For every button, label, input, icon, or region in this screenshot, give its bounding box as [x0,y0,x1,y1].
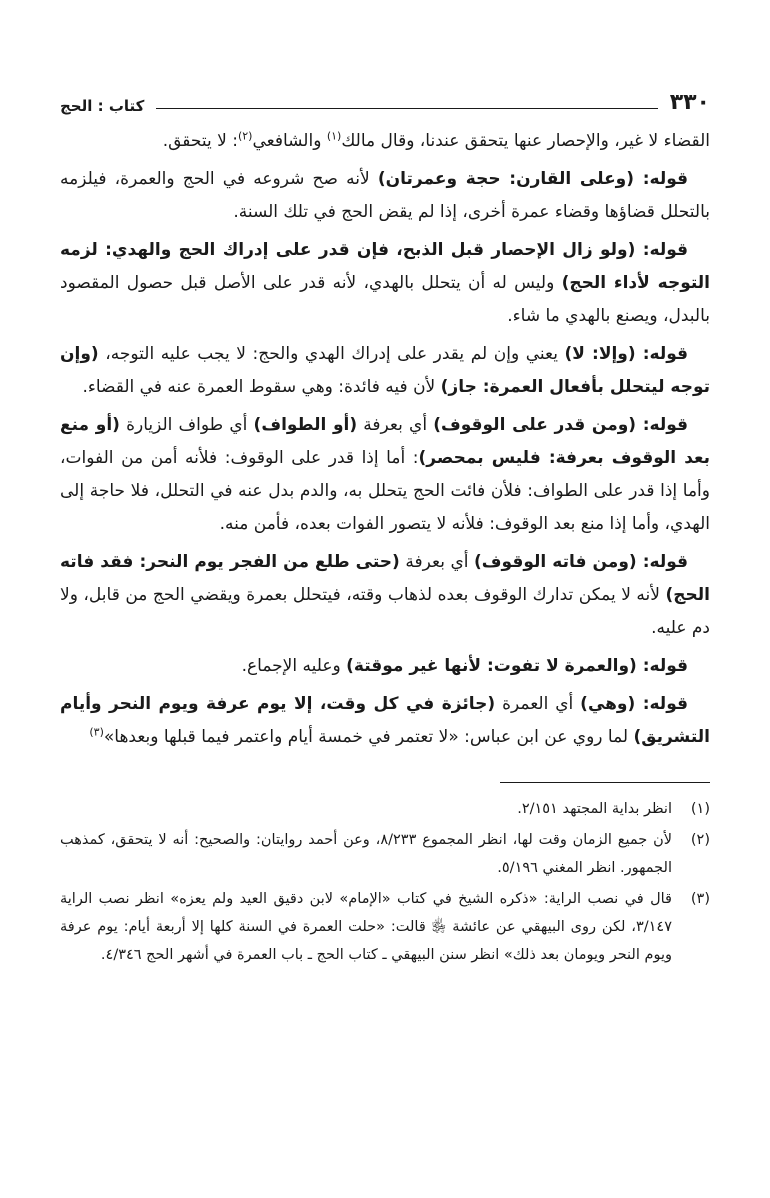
footnote-text: لأن جميع الزمان وقت لها، انظر المجموع ٨/٢٣٣، وعن أحمد روايتان: والصحيح: أنه لا يتحقق، كمذهب الجمهور. انظر المغني ٥/١٩٦. [60,832,672,876]
footnote [60,795,710,823]
book-page [60,85,710,972]
qawluhu-keyword: قوله: [642,240,688,260]
qawluhu-keyword: قوله: [642,344,688,364]
paragraph [60,163,710,229]
footnote-text: انظر بداية المجتهد ٢/١٥١. [517,801,672,817]
running-header [60,85,710,115]
matn-quote: (وإلا: لا) [564,344,643,364]
qawluhu-keyword: قوله: [642,656,688,676]
commentary-text: أي بعرفة [399,552,475,572]
footnote-text: قال في نصب الراية: «ذكره الشيخ في كتاب «الإمام» لابن دقيق العيد ولم يعزه» انظر نصب الراية ٣/١٤٧، لكن روى البيهقي عن عائشة ﵂ قالت: «حلت العمرة في السنة كلها إلا أربعة أيام: يوم عرفة ويوم النحر ويومان بعد ذلك» انظر سنن البيهقي ـ كتاب الحج ـ باب العمرة في أشهر الحج ٤/٣٤٦. [60,891,672,963]
footnote-ref: (١) [326,129,342,143]
matn-quote: (ومن قدر على الوقوف) [433,415,643,435]
paragraph [60,546,710,645]
footnote-ref: (٢) [237,129,253,143]
matn-quote: (ولو زال الإحصار قبل الذبح، فإن قدر على إدراك الحج والهدي: لزمه التوجه لأداء الحج) [60,240,710,293]
commentary-text: أي العمرة [495,694,581,714]
commentary-text: لأن فيه فائدة: وهي سقوط العمرة عنه في القضاء. [82,377,441,397]
paragraph [60,650,710,683]
footnote-ref: (٣) [89,725,104,739]
book-title: كتاب : الحج [60,97,145,115]
commentary-text: لأنه لا يمكن تدارك الوقوف بعده لذهاب وقته، فيتحلل بعمرة ويقضي الحج من قابل، ولا دم عليه. [60,585,710,638]
paragraph [60,409,710,541]
footnote [60,885,710,969]
matn-quote: (أو منع بعد الوقوف بعرفة: فليس بمحصر) [60,415,710,468]
commentary-text: وليس له أن يتحلل بالهدي، لأنه قدر على الأصل قبل حصول المقصود بالبدل، ويصنع بالهدي ما شاء. [60,273,710,326]
qawluhu-keyword: قوله: [642,694,688,714]
paragraph [60,688,710,754]
footnote-number: (٢) [690,832,710,848]
commentary-text: وعليه الإجماع. [241,656,347,676]
qawluhu-keyword: قوله: [642,169,688,189]
commentary-text: لأنه صح شروعه في الحج والعمرة، فيلزمه بالتحلل قضاؤها وقضاء عمرة أخرى، إذا لم يقض الحج في تلك السنة. [60,169,710,222]
footnote [60,826,710,882]
commentary-text: يعني وإن لم يقدر على إدراك الهدي والحج: لا يجب عليه التوجه، [98,344,565,364]
footnotes [60,795,710,969]
page-number: ٣٣٠ [669,90,710,115]
matn-quote: (وعلى القارن: حجة وعمرتان) [377,169,643,189]
qawluhu-keyword: قوله: [642,415,689,435]
main-text [60,125,710,754]
footnote-number: (٣) [690,891,710,907]
footnote-separator [500,782,710,783]
header-rule [156,108,657,109]
matn-quote: (جائزة في كل وقت، إلا يوم عرفة ويوم النحر وأيام التشريق) [60,694,710,747]
commentary-text: : أما إذا قدر على الوقوف: فلأنه أمن من الفوات، وأما إذا قدر على الطواف: فلأن فائت الحج يتحلل به، والدم بدل عنه في التحلل، فلا حاجة إلى الهدي، وأما إذا منع بعد الوقوف: فلأنه لا يتصور الفوات بعده، فأمن منه. [60,448,710,534]
matn-quote: (ومن فاته الوقوف) [474,552,643,572]
matn-quote: (وإن توجه ليتحلل بأفعال العمرة: جاز) [60,344,710,397]
footnote-number: (١) [690,801,710,817]
paragraph [60,234,710,333]
qawluhu-keyword: قوله: [642,552,689,572]
commentary-text: أي طواف الزيارة [119,415,254,435]
matn-quote: (أو الطواف) [253,415,358,435]
matn-quote: (والعمرة لا تفوت: لأنها غير موقتة) [346,656,643,676]
commentary-text: لما روي عن ابن عباس: «لا تعتمر في خمسة أيام واعتمر فيما قبلها وبعدها» [103,727,634,747]
paragraph [60,338,710,404]
matn-quote: (حتى طلع من الفجر يوم النحر: فقد فاته الحج) [60,552,710,605]
commentary-text: أي بعرفة [357,415,434,435]
paragraph: القضاء لا غير، والإحصار عنها يتحقق عندنا، وقال مالك$^{(١)}$ والشافعي$^{(٢)}$: لا يتحقق. [162,129,710,151]
matn-quote: (وهي) [580,694,643,714]
